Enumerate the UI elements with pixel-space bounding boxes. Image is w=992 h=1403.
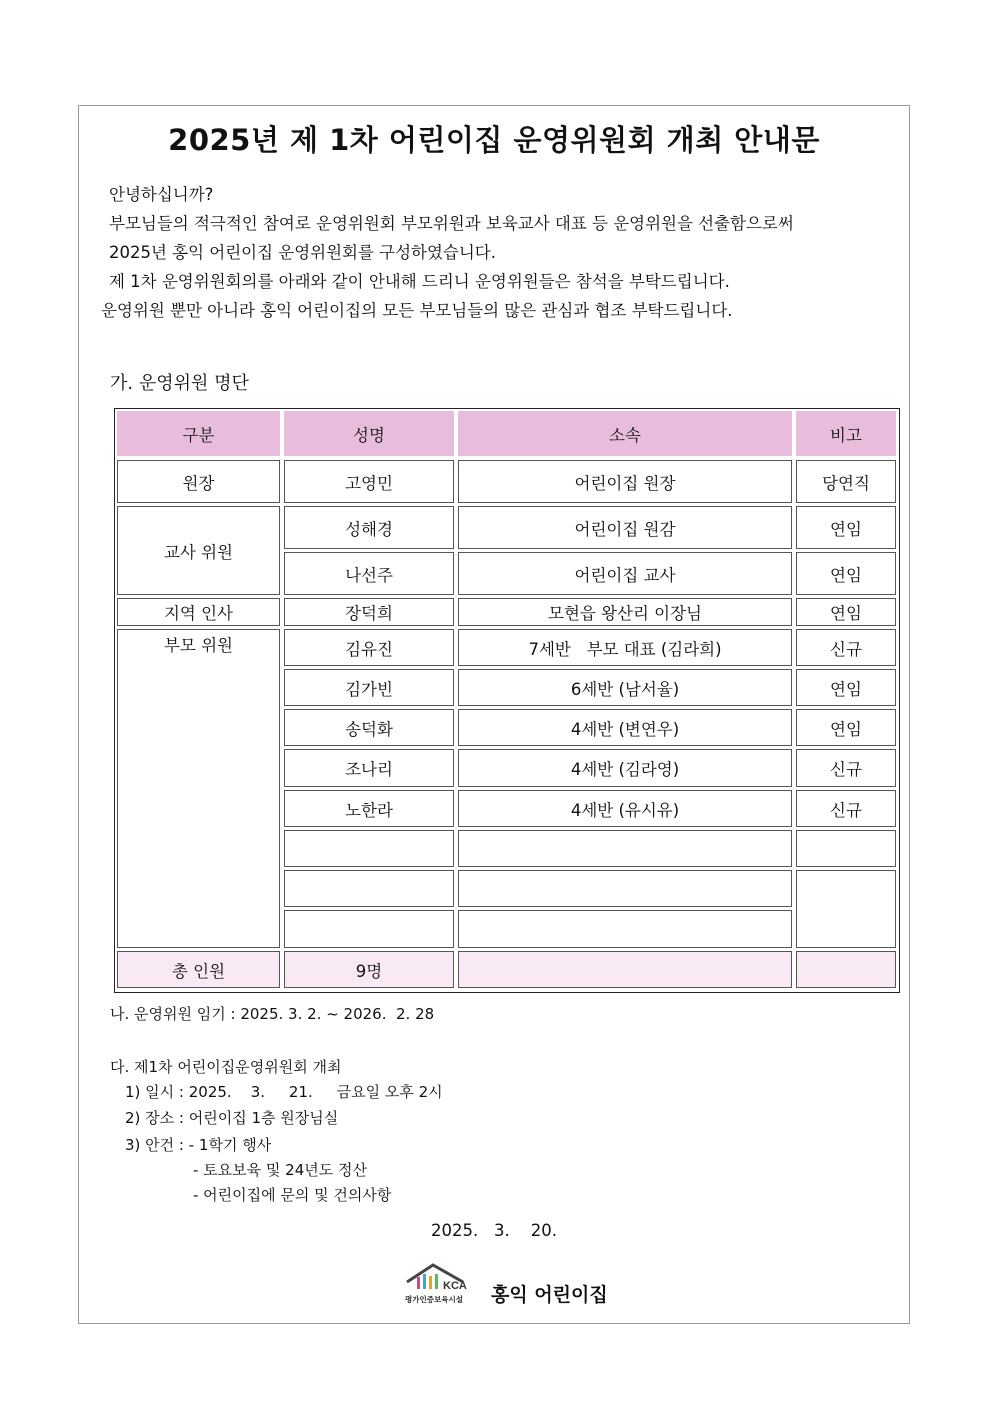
member-name: 장덕희 <box>284 598 454 626</box>
meeting-agenda-3: - 어린이집에 문의 및 건의사항 <box>193 1186 392 1204</box>
total-value: 9명 <box>284 951 454 988</box>
member-name: 나선주 <box>284 552 454 595</box>
member-name: 노한라 <box>284 790 454 827</box>
member-name: 송덕화 <box>284 709 454 746</box>
header-note: 비고 <box>796 411 896 456</box>
footer-signature <box>405 1262 615 1310</box>
member-affiliation: 4세반 (변연우) <box>458 709 792 746</box>
total-empty <box>796 951 896 988</box>
empty-cell <box>458 910 792 948</box>
member-affiliation: 6세반 (남서율) <box>458 669 792 706</box>
intro-line: 부모님들의 적극적인 참여로 운영위원회 부모위원과 보육교사 대표 등 운영위원을 선출함으로써 <box>109 214 794 233</box>
organization-name: 홍익 어린이집 <box>491 1284 608 1306</box>
logo-caption: 평가인증보육시설 <box>405 1295 463 1304</box>
intro-line: 안녕하십니까? <box>109 185 214 204</box>
meeting-agenda-2: - 토요보육 및 24년도 정산 <box>193 1161 367 1179</box>
member-affiliation: 어린이집 원감 <box>458 506 792 549</box>
intro-line: 2025년 홍익 어린이집 운영위원회를 구성하였습니다. <box>109 243 496 262</box>
empty-cell <box>284 870 454 907</box>
document-date: 2025. 3. 20. <box>431 1221 557 1240</box>
member-affiliation: 모현읍 왕산리 이장님 <box>458 598 792 626</box>
member-note: 연임 <box>796 669 896 706</box>
logo-text: KCA <box>443 1280 467 1292</box>
member-affiliation: 7세반 부모 대표 (김라희) <box>458 629 792 666</box>
member-affiliation: 4세반 (김라영) <box>458 749 792 787</box>
empty-cell <box>796 870 896 948</box>
section-c-heading: 다. 제1차 어린이집운영위원회 개최 <box>110 1058 342 1076</box>
intro-line: 제 1차 운영위원회의를 아래와 같이 안내해 드리니 운영위원들은 참석을 부탁드립니다. <box>109 272 730 291</box>
member-affiliation: 어린이집 원장 <box>458 460 792 503</box>
member-note: 신규 <box>796 790 896 827</box>
member-name: 조나리 <box>284 749 454 787</box>
meeting-datetime: 1) 일시 : 2025. 3. 21. 금요일 오후 2시 <box>125 1083 443 1101</box>
member-note: 연임 <box>796 598 896 626</box>
section-b-term: 나. 운영위원 임기 : 2025. 3. 2. ~ 2026. 2. 28 <box>110 1005 435 1023</box>
meeting-place: 2) 장소 : 어린이집 1층 원장님실 <box>125 1109 339 1127</box>
empty-cell <box>284 830 454 867</box>
total-empty <box>458 951 792 988</box>
category-teachers: 교사 위원 <box>117 506 280 595</box>
committee-table <box>114 408 900 993</box>
document-frame <box>78 105 910 1324</box>
intro-paragraph <box>101 180 794 325</box>
meeting-agenda-1: 3) 안건 : - 1학기 행사 <box>125 1136 272 1154</box>
member-note: 당연직 <box>796 460 896 503</box>
member-name: 성해경 <box>284 506 454 549</box>
intro-line: 운영위원 뿐만 아니라 홍익 어린이집의 모든 부모님들의 많은 관심과 협조 부탁드립니다. <box>101 301 733 320</box>
kca-logo-icon <box>405 1262 487 1308</box>
header-name: 성명 <box>284 411 454 456</box>
member-note: 연임 <box>796 709 896 746</box>
document-title: 2025년 제 1차 어린이집 운영위원회 개최 안내문 <box>168 123 820 157</box>
empty-cell <box>284 910 454 948</box>
member-name: 김유진 <box>284 629 454 666</box>
member-name: 김가빈 <box>284 669 454 706</box>
category-community: 지역 인사 <box>117 598 280 626</box>
category-director: 원장 <box>117 460 280 503</box>
member-name: 고영민 <box>284 460 454 503</box>
member-affiliation: 4세반 (유시유) <box>458 790 792 827</box>
member-note: 연임 <box>796 552 896 595</box>
member-note: 신규 <box>796 629 896 666</box>
empty-cell <box>796 830 896 867</box>
total-label: 총 인원 <box>117 951 280 988</box>
header-category: 구분 <box>117 411 280 456</box>
member-affiliation: 어린이집 교사 <box>458 552 792 595</box>
member-note: 신규 <box>796 749 896 787</box>
empty-cell <box>458 830 792 867</box>
category-parents: 부모 위원 <box>117 629 280 948</box>
empty-cell <box>458 870 792 907</box>
header-affiliation: 소속 <box>458 411 792 456</box>
member-note: 연임 <box>796 506 896 549</box>
section-a-heading: 가. 운영위원 명단 <box>110 373 249 394</box>
